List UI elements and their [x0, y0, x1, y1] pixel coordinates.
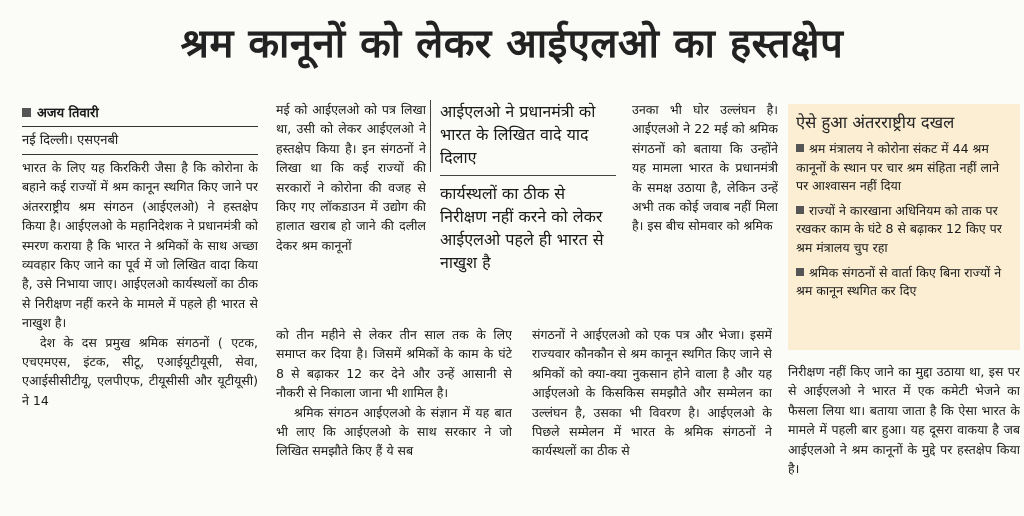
pull-quote-line-1: आईएलओ ने प्रधानमंत्री को भारत के लिखित वादे याद दिलाए — [440, 102, 596, 167]
article-column-2 — [276, 100, 426, 324]
pull-quote-line-2: कार्यस्थलों का ठीक से निरीक्षण नहीं करने को लेकर आईएलओ पहले ही भारत से नाखुश है — [440, 184, 604, 272]
paragraph: संगठनों ने आईएलओ को एक पत्र और भेजा। इसमें राज्यवार कौनकौन से श्रम कानून स्थगित किए जाने से श्रमिकों को क्या-क्या नुकसान होने वाला है और यह आईएलओ के किसकिस समझौते और सम्मेलन का उल्लंघन है, उसका भी विवरण है। आईएलओ के पिछले सम्मेलन में भारत के श्रमिक संगठनों ने कार्यस्थलों का ठीक से — [532, 327, 772, 459]
byline — [22, 104, 258, 124]
sidebar-box — [788, 104, 1020, 350]
article-column-3 — [632, 100, 778, 324]
author-name: अजय तिवारी — [37, 106, 99, 121]
article-column-3-continued — [532, 325, 772, 505]
square-bullet-icon — [22, 108, 31, 117]
paragraph: को तीन महीने से लेकर तीन साल तक के लिए समाप्त कर दिया है। जिसमें श्रमिकों के काम के घंटे 8 से बढ़ाकर 12 कर देने और उन्हें आसानी से नौकरी से निकाला जाना भी शामिल है। — [276, 327, 512, 401]
paragraph: भारत के लिए यह किरकिरी जैसा है कि कोरोना के बहाने कई राज्यों में श्रम कानून स्थगित किए जाने पर अंतरराष्ट्रीय श्रम संगठन (आईएलओ) ने हस्तक्षेप किया है। आईएलओ के महानिदेशक ने प्रधानमंत्री को स्मरण कराया है कि भारत ने श्रमिकों के साथ अच्छा व्यवहार किए जाने का पूर्व में जो लिखित वादा किया है, उसे निभाया जाए। आईएलओ कार्यस्थलों का ठीक से निरीक्षण नहीं करने के मामले में पहले ही भारत से नाखुश है। — [22, 160, 258, 331]
paragraph: श्रमिक संगठन आईएलओ के संज्ञान में यह बात भी लाए कि आईएलओ के साथ सरकार ने जो लिखित समझौते किए हैं ये सब — [276, 404, 512, 459]
divider — [22, 154, 258, 155]
pull-quote — [440, 100, 616, 274]
article-column-1 — [22, 104, 258, 508]
sidebar-box-item: राज्यों ने कारखाना अधिनियम को ताक पर रखकर काम के घंटे 8 से बढ़ाकर 12 किए पर श्रम मंत्रालय चुप रहा — [796, 202, 1002, 255]
divider — [430, 100, 431, 172]
square-bullet-icon — [796, 268, 804, 276]
dateline: नई दिल्ली। एसएनबी — [22, 133, 119, 148]
divider — [22, 126, 258, 127]
sidebar-box-item: श्रमिक संगठनों से वार्ता किए बिना राज्यों ने श्रम कानून स्थगित कर दिए — [796, 264, 1002, 299]
article-column-2-continued — [276, 325, 512, 505]
square-bullet-icon — [796, 144, 804, 152]
sidebar-box-item: श्रम मंत्रालय ने कोरोना संकट में 44 श्रम कानूनों के स्थान पर चार श्रम संहिता नहीं लाने पर आश्वासन नहीं दिया — [796, 141, 1000, 194]
headline: श्रम कानूनों को लेकर आईएलओ का हस्तक्षेप — [180, 21, 844, 67]
divider — [440, 175, 616, 176]
paragraph: निरीक्षण नहीं किए जाने का मुद्दा उठाया था, इस पर से आईएलओ ने भारत में एक कमेटी भेजने का फैसला लिया था। बताया जाता है कि ऐसा भारत के मामले में पहली बार हुआ। यह दूसरा वाकया है जब आईएलओ ने श्रम कानूनों के मुद्दे पर हस्तक्षेप किया है। — [788, 364, 1020, 477]
article-column-5 — [788, 362, 1020, 508]
paragraph: मई को आईएलओ को पत्र लिखा था, उसी को लेकर आईएलओ ने हस्तक्षेप किया है। इन संगठनों ने लिखा था कि कई राज्यों की सरकारों ने कोरोना की वजह से किए गए लॉकडाउन में उद्योग की हालात खराब हो जाने की दलील देकर श्रम कानूनों — [276, 102, 426, 253]
paragraph: उनका भी घोर उल्लंघन है। आईएलओ ने 22 मई को श्रमिक संगठनों को बताया कि उन्होंने यह मामला भारत के प्रधानमंत्री के समक्ष उठाया है, लेकिन उन्हें अभी तक कोई जवाब नहीं मिला है। इस बीच सोमवार को श्रमिक — [632, 102, 778, 234]
sidebar-box-title: ऐसे हुआ अंतरराष्ट्रीय दखल — [796, 113, 955, 132]
paragraph: देश के दस प्रमुख श्रमिक संगठनों ( एटक, एचएमएस, इंटक, सीटू, एआईयूटीयूसी, सेवा, एआईसीसीटीयू, एलपीएफ, टीयूसीसी और यूटीयूसी) ने 14 — [22, 334, 258, 408]
square-bullet-icon — [796, 206, 804, 214]
